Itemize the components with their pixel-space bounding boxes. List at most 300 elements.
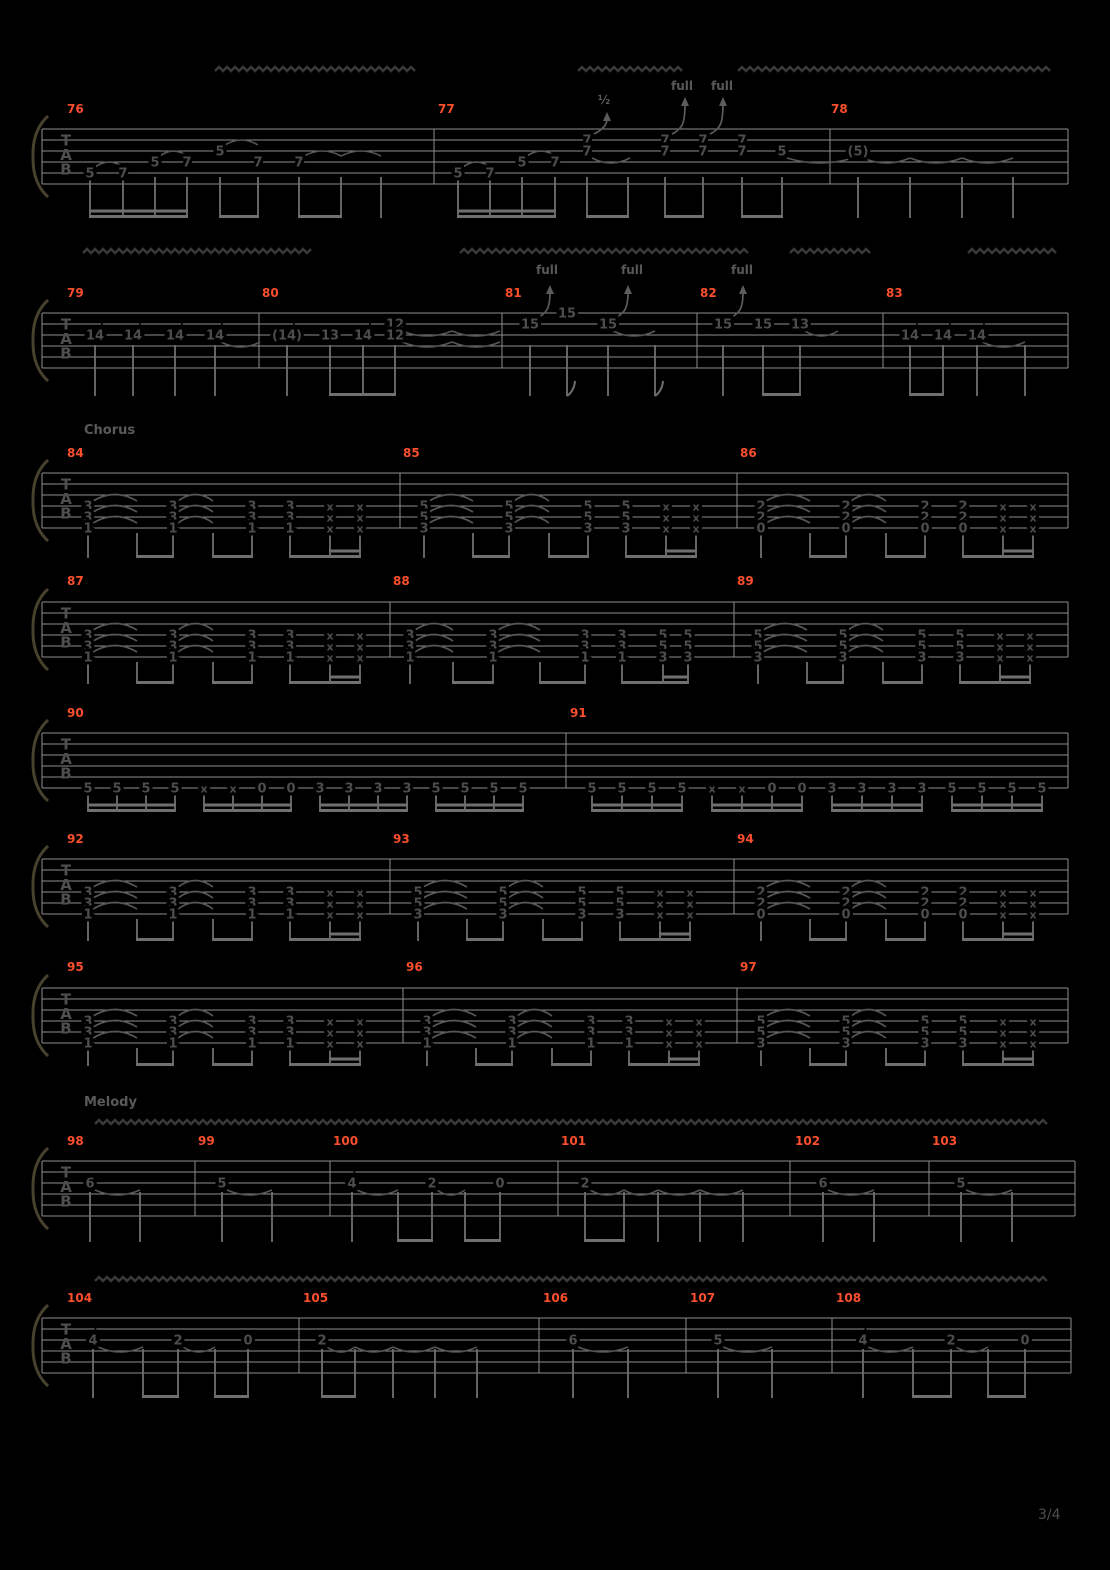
- beam: [87, 809, 176, 812]
- fret-number: 5: [920, 1014, 930, 1030]
- measure-number: 104: [67, 1291, 93, 1305]
- beam: [212, 1063, 253, 1066]
- fret-number: 14: [123, 328, 143, 344]
- fret-number: 5: [615, 885, 625, 901]
- measure-number: 92: [67, 832, 84, 846]
- fret-number: 0: [920, 521, 930, 537]
- fret-number: x: [326, 1015, 334, 1029]
- fret-number: 3: [753, 650, 763, 666]
- beam: [298, 215, 342, 218]
- fret-number: 1: [83, 907, 93, 923]
- fret-number: x: [656, 886, 664, 900]
- beam: [321, 1395, 356, 1398]
- fret-number: x: [356, 500, 364, 514]
- beam: [329, 393, 396, 396]
- measure-number: 79: [67, 286, 84, 300]
- fret-number: 5: [838, 628, 848, 644]
- beam: [951, 809, 1043, 812]
- fret-number: 2: [841, 510, 851, 526]
- beam: [665, 550, 697, 553]
- fret-number: 3: [285, 639, 295, 655]
- fret-number: x: [326, 651, 334, 665]
- fret-number: 2: [920, 896, 930, 912]
- beam: [289, 555, 361, 558]
- beam: [959, 681, 1031, 684]
- fret-number: 5: [413, 896, 423, 912]
- fret-number: 3: [624, 1025, 634, 1041]
- fret-number: 2: [958, 896, 968, 912]
- beam: [319, 804, 408, 807]
- fret-number: 5: [753, 628, 763, 644]
- fret-number: 3: [247, 885, 257, 901]
- fret-number: x: [999, 1037, 1007, 1051]
- fret-number: x: [326, 511, 334, 525]
- fret-number: x: [326, 500, 334, 514]
- beam: [289, 681, 361, 684]
- beam: [89, 210, 188, 213]
- fret-number: 1: [580, 650, 590, 666]
- measure-number: 80: [262, 286, 279, 300]
- fret-number: 3: [83, 1014, 93, 1030]
- fret-number: 6: [568, 1333, 578, 1349]
- fret-number: x: [326, 629, 334, 643]
- fret-number: 5: [150, 155, 160, 171]
- fret-number: x: [1029, 1026, 1037, 1040]
- fret-number: 5: [920, 1025, 930, 1041]
- fret-number: 1: [168, 650, 178, 666]
- measure-number: 91: [570, 706, 587, 720]
- measure-number: 83: [886, 286, 903, 300]
- fret-number: 2: [841, 499, 851, 515]
- fret-number: x: [1029, 908, 1037, 922]
- fret-number: 3: [413, 907, 423, 923]
- beam: [591, 804, 683, 807]
- fret-number: (14): [272, 328, 302, 344]
- tab-clef-letter: B: [60, 1192, 72, 1211]
- beam: [951, 804, 1043, 807]
- beam: [542, 938, 583, 941]
- fret-number: x: [356, 908, 364, 922]
- beam: [435, 804, 524, 807]
- fret-number: 7: [698, 133, 708, 149]
- tab-clef-letter: B: [60, 633, 72, 652]
- fret-number: 13: [790, 317, 810, 333]
- fret-number: 5: [683, 639, 693, 655]
- fret-number: 7: [737, 133, 747, 149]
- fret-number: x: [999, 500, 1007, 514]
- fret-number: x: [996, 629, 1004, 643]
- fret-number: 3: [247, 628, 257, 644]
- fret-number: 12: [385, 328, 405, 344]
- fret-number: 3: [285, 1014, 295, 1030]
- tab-clef-letter: A: [60, 1005, 72, 1023]
- fret-number: 3: [580, 628, 590, 644]
- beam: [136, 938, 174, 941]
- fret-number: 3: [827, 781, 837, 797]
- fret-number: x: [662, 511, 670, 525]
- fret-number: 3: [247, 499, 257, 515]
- beam: [809, 938, 847, 941]
- fret-number: 5: [112, 781, 122, 797]
- fret-number: 3: [83, 1025, 93, 1041]
- fret-number: 5: [587, 781, 597, 797]
- fret-number: 5: [958, 1014, 968, 1030]
- fret-number: 0: [797, 781, 807, 797]
- fret-number: x: [1029, 886, 1037, 900]
- fret-number: 3: [624, 1014, 634, 1030]
- fret-number: 5: [215, 144, 225, 160]
- beam: [711, 809, 803, 812]
- fret-number: 1: [247, 521, 257, 537]
- tab-clef-letter: T: [60, 315, 72, 334]
- bend-label: full: [536, 263, 558, 277]
- measure-number: 105: [303, 1291, 329, 1305]
- fret-number: x: [656, 908, 664, 922]
- tab-clef-letter: B: [60, 504, 72, 523]
- fret-number: 2: [920, 885, 930, 901]
- fret-number: 5: [838, 639, 848, 655]
- fret-number: 0: [841, 521, 851, 537]
- fret-number: x: [1026, 651, 1034, 665]
- fret-number: 3: [285, 896, 295, 912]
- beam: [329, 676, 361, 679]
- fret-number: 3: [683, 650, 693, 666]
- beam: [1002, 933, 1034, 936]
- tab-clef-letter: A: [60, 330, 72, 348]
- fret-number: 5: [577, 896, 587, 912]
- vibrato-line: [83, 249, 311, 253]
- fret-number: 3: [920, 1036, 930, 1052]
- fret-number: 3: [583, 521, 593, 537]
- fret-number: 2: [427, 1176, 437, 1192]
- beam: [962, 1063, 1034, 1066]
- fret-number: 1: [586, 1036, 596, 1052]
- fret-number: 3: [507, 1025, 517, 1041]
- fret-number: 5: [956, 1176, 966, 1192]
- fret-number: 0: [756, 907, 766, 923]
- fret-number: 3: [422, 1014, 432, 1030]
- fret-number: x: [662, 522, 670, 536]
- beam: [142, 1395, 179, 1398]
- fret-number: x: [326, 640, 334, 654]
- section-label-chorus: Chorus: [84, 423, 136, 438]
- tab-clef-letter: B: [60, 344, 72, 363]
- measure-number: 82: [700, 286, 717, 300]
- beam: [548, 555, 589, 558]
- fret-number: x: [229, 782, 237, 796]
- beam: [329, 933, 361, 936]
- fret-number: 6: [818, 1176, 828, 1192]
- fret-number: 5: [658, 628, 668, 644]
- fret-number: 5: [617, 781, 627, 797]
- fret-number: 3: [373, 781, 383, 797]
- fret-number: (5): [847, 144, 869, 160]
- beam: [885, 555, 926, 558]
- fret-number: 3: [344, 781, 354, 797]
- fret-number: x: [326, 522, 334, 536]
- measure-number: 93: [393, 832, 410, 846]
- fret-number: x: [999, 1026, 1007, 1040]
- fret-number: 0: [286, 781, 296, 797]
- measure-number: 106: [543, 1291, 569, 1305]
- fret-number: 14: [353, 328, 373, 344]
- fret-number: 0: [958, 907, 968, 923]
- measure-number: 88: [393, 574, 410, 588]
- fret-number: 5: [498, 885, 508, 901]
- beam: [987, 1395, 1026, 1398]
- beam: [711, 804, 803, 807]
- tab-clef-letter: A: [60, 619, 72, 637]
- fret-number: x: [356, 522, 364, 536]
- fret-number: 2: [958, 510, 968, 526]
- bend-label: full: [671, 79, 693, 93]
- fret-number: x: [356, 886, 364, 900]
- beam: [466, 938, 504, 941]
- measure-number: 84: [67, 446, 84, 460]
- beam: [289, 1063, 361, 1066]
- beam: [319, 809, 408, 812]
- tab-clef-letter: T: [60, 1320, 72, 1339]
- measure-number: 99: [198, 1134, 215, 1148]
- measure-number: 89: [737, 574, 754, 588]
- fret-number: 5: [756, 1025, 766, 1041]
- fret-number: x: [1029, 500, 1037, 514]
- fret-number: 5: [1037, 781, 1047, 797]
- beam: [452, 681, 494, 684]
- beam: [435, 809, 524, 812]
- fret-number: 3: [168, 510, 178, 526]
- fret-number: 3: [247, 1025, 257, 1041]
- fret-number: 1: [168, 1036, 178, 1052]
- fret-number: 2: [756, 896, 766, 912]
- beam: [741, 215, 783, 218]
- fret-number: 5: [841, 1014, 851, 1030]
- measure-number: 101: [561, 1134, 587, 1148]
- fret-number: 0: [920, 907, 930, 923]
- fret-number: 7: [253, 155, 263, 171]
- fret-number: 7: [737, 144, 747, 160]
- beam: [1002, 1058, 1034, 1061]
- beam: [831, 804, 923, 807]
- tab-clef-letter: B: [60, 1349, 72, 1368]
- beam: [962, 555, 1034, 558]
- fret-number: 15: [557, 306, 577, 322]
- fret-number: 5: [647, 781, 657, 797]
- beam: [584, 1239, 625, 1242]
- beam: [289, 938, 361, 941]
- fret-number: x: [1029, 1015, 1037, 1029]
- section-label-melody: Melody: [84, 1095, 137, 1110]
- fret-number: x: [665, 1026, 673, 1040]
- fret-number: 5: [431, 781, 441, 797]
- fret-number: 3: [838, 650, 848, 666]
- measure-number: 96: [406, 960, 423, 974]
- fret-number: 15: [713, 317, 733, 333]
- fret-number: x: [356, 897, 364, 911]
- fret-number: x: [200, 782, 208, 796]
- tab-clef-letter: A: [60, 1178, 72, 1196]
- fret-number: 5: [683, 628, 693, 644]
- fret-number: x: [356, 1037, 364, 1051]
- fret-number: 2: [756, 510, 766, 526]
- fret-number: 3: [168, 885, 178, 901]
- fret-number: 0: [767, 781, 777, 797]
- fret-number: 3: [83, 628, 93, 644]
- beam: [909, 393, 944, 396]
- fret-number: 7: [294, 155, 304, 171]
- fret-number: 5: [756, 1014, 766, 1030]
- fret-number: 3: [958, 1036, 968, 1052]
- fret-number: 3: [83, 885, 93, 901]
- fret-number: 3: [422, 1025, 432, 1041]
- beam: [628, 1063, 700, 1066]
- fret-number: 5: [518, 781, 528, 797]
- fret-number: 3: [498, 907, 508, 923]
- fret-number: 7: [660, 144, 670, 160]
- beam: [539, 681, 586, 684]
- fret-number: 1: [168, 907, 178, 923]
- fret-number: x: [692, 500, 700, 514]
- fret-number: 3: [247, 1014, 257, 1030]
- fret-number: 3: [507, 1014, 517, 1030]
- fret-number: 5: [955, 639, 965, 655]
- beam: [212, 938, 253, 941]
- fret-number: 3: [168, 1025, 178, 1041]
- beam: [912, 1395, 952, 1398]
- bend-label: full: [711, 79, 733, 93]
- measure-number: 77: [438, 102, 455, 116]
- measure-number: 90: [67, 706, 84, 720]
- fret-number: 14: [165, 328, 185, 344]
- fret-number: 7: [660, 133, 670, 149]
- fret-number: x: [708, 782, 716, 796]
- fret-number: 5: [955, 628, 965, 644]
- fret-number: 14: [933, 328, 953, 344]
- beam: [762, 393, 801, 396]
- fret-number: 3: [580, 639, 590, 655]
- fret-number: 14: [85, 328, 105, 344]
- fret-number: 5: [419, 499, 429, 515]
- fret-number: x: [656, 897, 664, 911]
- fret-number: 3: [315, 781, 325, 797]
- fret-number: x: [996, 640, 1004, 654]
- fret-number: 5: [517, 155, 527, 171]
- beam: [885, 1063, 926, 1066]
- tab-clef-letter: A: [60, 750, 72, 768]
- tab-clef-letter: T: [60, 861, 72, 880]
- fret-number: 1: [285, 521, 295, 537]
- fret-number: 3: [168, 1014, 178, 1030]
- fret-number: x: [686, 897, 694, 911]
- fret-number: 7: [485, 166, 495, 182]
- fret-number: x: [326, 1026, 334, 1040]
- fret-number: 5: [217, 1176, 227, 1192]
- fret-number: 1: [624, 1036, 634, 1052]
- fret-number: 5: [615, 896, 625, 912]
- measure-number: 103: [932, 1134, 958, 1148]
- fret-number: 5: [917, 628, 927, 644]
- fret-number: 3: [285, 885, 295, 901]
- fret-number: x: [999, 522, 1007, 536]
- fret-number: x: [326, 908, 334, 922]
- measure-number: 95: [67, 960, 84, 974]
- fret-number: 5: [489, 781, 499, 797]
- fret-number: 2: [920, 510, 930, 526]
- fret-number: 3: [615, 907, 625, 923]
- fret-number: x: [665, 1037, 673, 1051]
- fret-number: 3: [577, 907, 587, 923]
- fret-number: 1: [405, 650, 415, 666]
- fret-number: 4: [88, 1333, 98, 1349]
- fret-number: 5: [621, 499, 631, 515]
- fret-number: 5: [460, 781, 470, 797]
- fret-number: 3: [83, 639, 93, 655]
- beam: [87, 804, 176, 807]
- measure-number: 100: [333, 1134, 359, 1148]
- fret-number: 3: [621, 521, 631, 537]
- fret-number: 15: [520, 317, 540, 333]
- fret-number: 7: [582, 133, 592, 149]
- fret-number: 3: [83, 499, 93, 515]
- beam: [551, 1063, 592, 1066]
- fret-number: 3: [405, 639, 415, 655]
- measure-number: 102: [795, 1134, 821, 1148]
- beam: [397, 1239, 433, 1242]
- fret-number: 5: [83, 781, 93, 797]
- tab-clef-letter: T: [60, 131, 72, 150]
- fret-number: 3: [83, 896, 93, 912]
- beam: [136, 681, 174, 684]
- fret-number: x: [356, 640, 364, 654]
- fret-number: 3: [168, 639, 178, 655]
- beam: [457, 215, 556, 218]
- fret-number: 0: [841, 907, 851, 923]
- fret-number: 5: [577, 885, 587, 901]
- beam: [809, 555, 847, 558]
- fret-number: 0: [958, 521, 968, 537]
- tab-clef-letter: T: [60, 990, 72, 1009]
- fret-number: 3: [419, 521, 429, 537]
- fret-number: 3: [488, 628, 498, 644]
- tab-clef-letter: T: [60, 1163, 72, 1182]
- tab-clef-letter: B: [60, 890, 72, 909]
- fret-number: 7: [550, 155, 560, 171]
- fret-number: 2: [580, 1176, 590, 1192]
- measure-number: 94: [737, 832, 754, 846]
- beam: [659, 933, 691, 936]
- fret-number: 2: [173, 1333, 183, 1349]
- fret-number: 3: [917, 650, 927, 666]
- fret-number: x: [999, 908, 1007, 922]
- beam: [806, 681, 844, 684]
- tab-clef-letter: T: [60, 604, 72, 623]
- fret-number: x: [1029, 1037, 1037, 1051]
- fret-number: 3: [955, 650, 965, 666]
- fret-number: x: [999, 511, 1007, 525]
- measure-number: 107: [690, 1291, 716, 1305]
- beam: [962, 938, 1034, 941]
- beam: [619, 938, 691, 941]
- fret-number: x: [1029, 897, 1037, 911]
- fret-number: x: [695, 1026, 703, 1040]
- fret-number: 5: [753, 639, 763, 655]
- fret-number: 5: [841, 1025, 851, 1041]
- fret-number: 1: [83, 650, 93, 666]
- fret-number: 3: [247, 896, 257, 912]
- fret-number: x: [326, 897, 334, 911]
- fret-number: 14: [205, 328, 225, 344]
- fret-number: 5: [958, 1025, 968, 1041]
